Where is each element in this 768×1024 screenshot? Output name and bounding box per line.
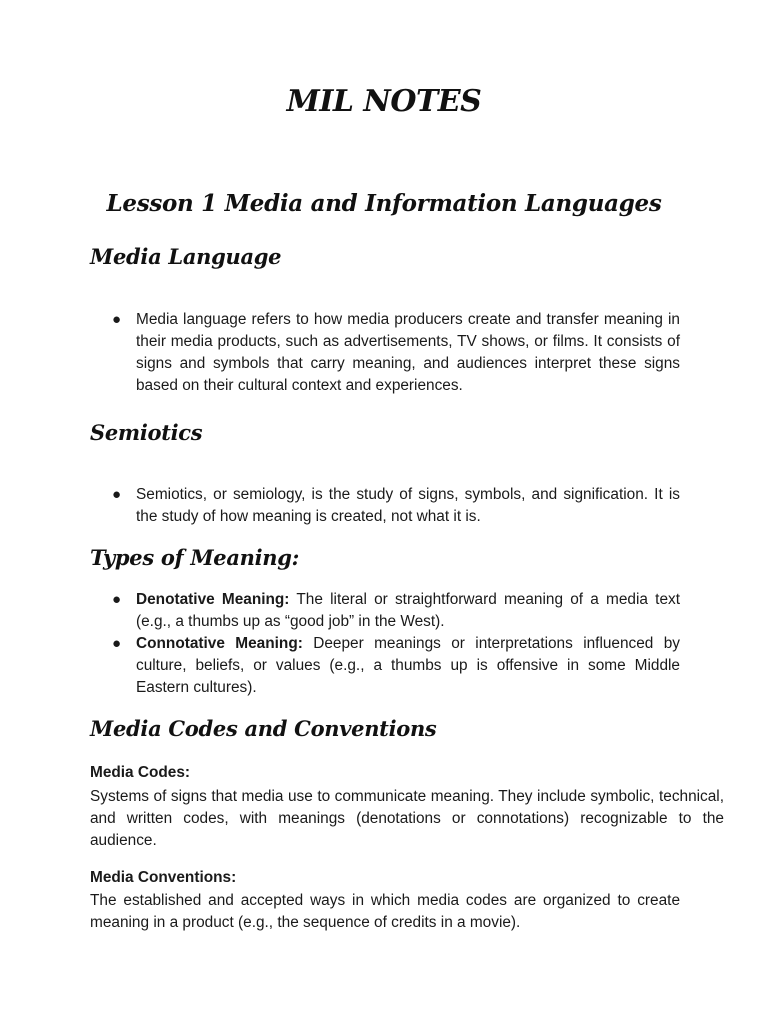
- lesson-title: Lesson 1 Media and Information Languages: [106, 190, 662, 217]
- media-conventions-label: Media Conventions:: [90, 869, 237, 886]
- list-item-text: Media language refers to how media producers create and transfer meaning in their media products, such as advertisements, TV shows, or films. It consists of signs and symbols that carry meaning, and audiences interpret these signs based on their cultural context and experiences.: [136, 311, 680, 394]
- connotative-label: Connotative Meaning:: [136, 635, 303, 652]
- list-item: [90, 633, 680, 699]
- document-title: MIL NOTES: [286, 84, 482, 119]
- semiotics-list: [90, 484, 680, 528]
- types-of-meaning-list: [90, 589, 680, 699]
- media-codes-label: Media Codes:: [90, 764, 191, 781]
- bullet-icon: ●: [112, 635, 122, 652]
- bullet-icon: ●: [112, 486, 122, 503]
- media-language-list: [90, 309, 680, 397]
- media-codes-text: Systems of signs that media use to communicate meaning. They include symbolic, technical, and written codes, with meanings (denotations or connotations) recognizable to the audience.: [90, 788, 724, 849]
- heading-media-codes-conventions: Media Codes and Conventions: [90, 716, 437, 741]
- denotative-label: Denotative Meaning:: [136, 591, 290, 608]
- list-item-text: Semiotics, or semiology, is the study of signs, symbols, and signification. It is the study of how meaning is created, not what it is.: [136, 486, 680, 525]
- heading-media-language: Media Language: [90, 244, 282, 269]
- list-item: [90, 484, 680, 528]
- list-item: [90, 309, 680, 397]
- list-item: [90, 589, 680, 633]
- bullet-icon: ●: [112, 591, 122, 608]
- heading-semiotics: Semiotics: [90, 420, 203, 445]
- heading-types-of-meaning: Types of Meaning:: [90, 545, 300, 570]
- connotative-text: Deeper meanings or interpretations influenced by culture, beliefs, or values (e.g., a thumbs up is offensive in some Middle Eastern cultures).: [136, 635, 680, 696]
- denotative-text: The literal or straightforward meaning of a media text (e.g., a thumbs up as “good job” in the West).: [136, 591, 680, 630]
- bullet-icon: ●: [112, 311, 122, 328]
- media-conventions-text: The established and accepted ways in which media codes are organized to create meaning in a product (e.g., the sequence of credits in a movie).: [90, 892, 680, 931]
